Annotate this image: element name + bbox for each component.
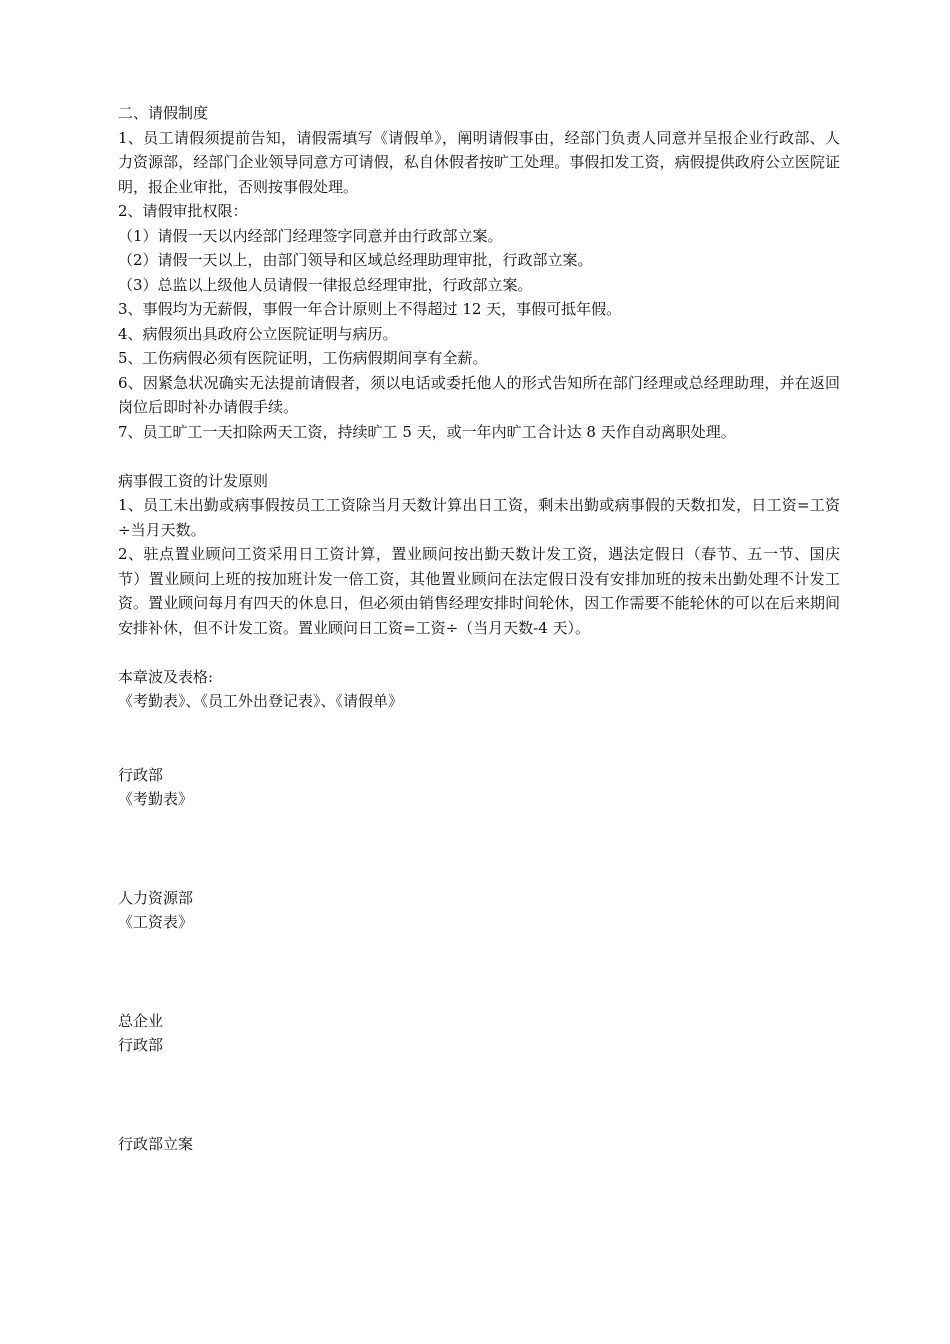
paragraph: 6、因紧急状况确实无法提前请假者，须以电话或委托他人的形式告知所在部门经理或总经理助理，并在返回岗位后即时补办请假手续。	[118, 373, 840, 416]
flow-block-filing	[118, 1132, 840, 1157]
flow-label: 行政部	[118, 1036, 164, 1054]
section-heading: 本章波及表格:	[118, 667, 214, 686]
sub-item: （2）请假一天以上，由部门领导和区域总经理助理审批，行政部立案。	[118, 251, 593, 269]
forms-section	[118, 665, 840, 714]
section-heading: 二、请假制度	[118, 104, 209, 122]
paragraph: 1、员工请假须提前告知，请假需填写《请假单》，阐明请假事由，经部门负责人同意并呈报企业行政部、人力资源部，经部门企业领导同意方可请假，私自休假者按旷工处理。事假扣发工资，病假提供政府公立医院证明，报企业审批，否则按事假处理。	[118, 128, 840, 196]
flow-label: 总企业	[118, 1011, 164, 1030]
pay-policy-section	[118, 469, 840, 641]
document-body	[118, 101, 840, 1156]
flow-label: 人力资源部	[118, 888, 194, 907]
sub-item: （3）总监以上级他人员请假一律报总经理审批，行政部立案。	[118, 275, 533, 294]
sub-item: （1）请假一天以内经部门经理签字同意并由行政部立案。	[118, 226, 503, 245]
forms-list: 《考勤表》、《员工外出登记表》、《请假单》	[118, 692, 404, 710]
paragraph: 7、员工旷工一天扣除两天工资，持续旷工 5 天，或一年内旷工合计达 8 天作自动离职处理。	[118, 422, 736, 441]
section-heading: 病事假工资的计发原则	[118, 471, 269, 490]
leave-policy-section	[118, 101, 840, 444]
flow-label: 《考勤表》	[118, 790, 194, 808]
paragraph: 3、事假均为无薪假，事假一年合计原则上不得超过 12 天，事假可抵年假。	[118, 300, 622, 318]
paragraph: 4、病假须出具政府公立医院证明与病历。	[118, 324, 398, 343]
paragraph: 2、驻点置业顾问工资采用日工资计算，置业顾问按出勤天数计发工资，遇法定假日（春节、五一节、国庆节）置业顾问上班的按加班计发一倍工资，其他置业顾问在法定假日没有安排加班的按未出勤处理不计发工资。置业顾问每月有四天的休息日，但必须由销售经理安排时间轮休，因工作需要不能轮休的可以在后来期间安排补休，但不计发工资。置业顾问日工资=工资÷（当月天数-4 天）。	[118, 545, 840, 637]
flow-label: 《工资表》	[118, 913, 194, 931]
flow-block-admin	[118, 763, 840, 812]
flow-block-hr	[118, 886, 840, 935]
flow-block-head-office	[118, 1009, 840, 1058]
paragraph: 1、员工未出勤或病事假按员工工资除当月天数计算出日工资，剩未出勤或病事假的天数扣发，日工资=工资÷当月天数。	[118, 496, 840, 539]
flow-label: 行政部	[118, 765, 164, 784]
paragraph: 2、请假审批权限：	[118, 202, 248, 220]
flow-label: 行政部立案	[118, 1134, 194, 1153]
paragraph: 5、工伤病假必须有医院证明，工伤病假期间享有全薪。	[118, 349, 488, 367]
